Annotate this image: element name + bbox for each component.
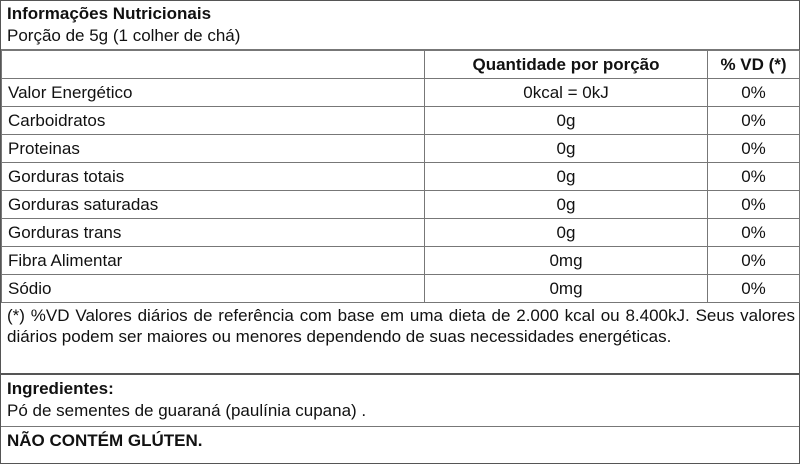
table-row (2, 191, 800, 219)
table-row (2, 135, 800, 163)
nutrient-vd: 0% (708, 135, 800, 163)
nutrient-name: Valor Energético (2, 79, 425, 107)
nutrient-name: Sódio (2, 275, 425, 303)
nutrient-name: Carboidratos (2, 107, 425, 135)
nutrient-vd: 0% (708, 275, 800, 303)
ingredients-title: Ingredientes: (7, 379, 114, 398)
ingredients-text: Pó de sementes de guaraná (paulínia cupana) . (7, 401, 367, 420)
daily-value-footnote: (*) %VD Valores diários de referência com base em uma dieta de 2.000 kcal ou 8.400kJ. Seus valores diários podem ser maiores ou menores dependendo de suas necessidades energéticas. (1, 303, 799, 375)
nutrient-vd: 0% (708, 247, 800, 275)
nutrient-vd: 0% (708, 219, 800, 247)
portion-size: Porção de 5g (1 colher de chá) (7, 26, 241, 45)
label-title: Informações Nutricionais (7, 4, 212, 23)
table-row (2, 275, 800, 303)
column-header-amount: Quantidade por porção (425, 51, 708, 79)
nutrient-amount: 0mg (425, 275, 708, 303)
table-row (2, 79, 800, 107)
nutrient-amount: 0g (425, 191, 708, 219)
nutrient-amount: 0mg (425, 247, 708, 275)
nutrient-name: Gorduras saturadas (2, 191, 425, 219)
nutrient-amount: 0g (425, 219, 708, 247)
nutrient-name: Gorduras trans (2, 219, 425, 247)
nutrient-name: Gorduras totais (2, 163, 425, 191)
nutrient-amount: 0kcal = 0kJ (425, 79, 708, 107)
nutrient-vd: 0% (708, 79, 800, 107)
nutrition-table (1, 50, 800, 303)
table-row (2, 219, 800, 247)
nutrient-amount: 0g (425, 135, 708, 163)
nutrient-name: Proteinas (2, 135, 425, 163)
nutrient-name: Fibra Alimentar (2, 247, 425, 275)
nutrient-vd: 0% (708, 191, 800, 219)
table-row (2, 247, 800, 275)
column-header-vd: % VD (*) (708, 51, 800, 79)
label-header (1, 1, 799, 50)
nutrient-vd: 0% (708, 107, 800, 135)
gluten-statement: NÃO CONTÉM GLÚTEN. (7, 431, 203, 450)
nutrient-amount: 0g (425, 163, 708, 191)
ingredients-section (1, 375, 799, 427)
table-row (2, 163, 800, 191)
table-row (2, 107, 800, 135)
column-header-nutrient (2, 51, 425, 79)
nutrient-vd: 0% (708, 163, 800, 191)
nutrient-amount: 0g (425, 107, 708, 135)
table-header-row (2, 51, 800, 79)
